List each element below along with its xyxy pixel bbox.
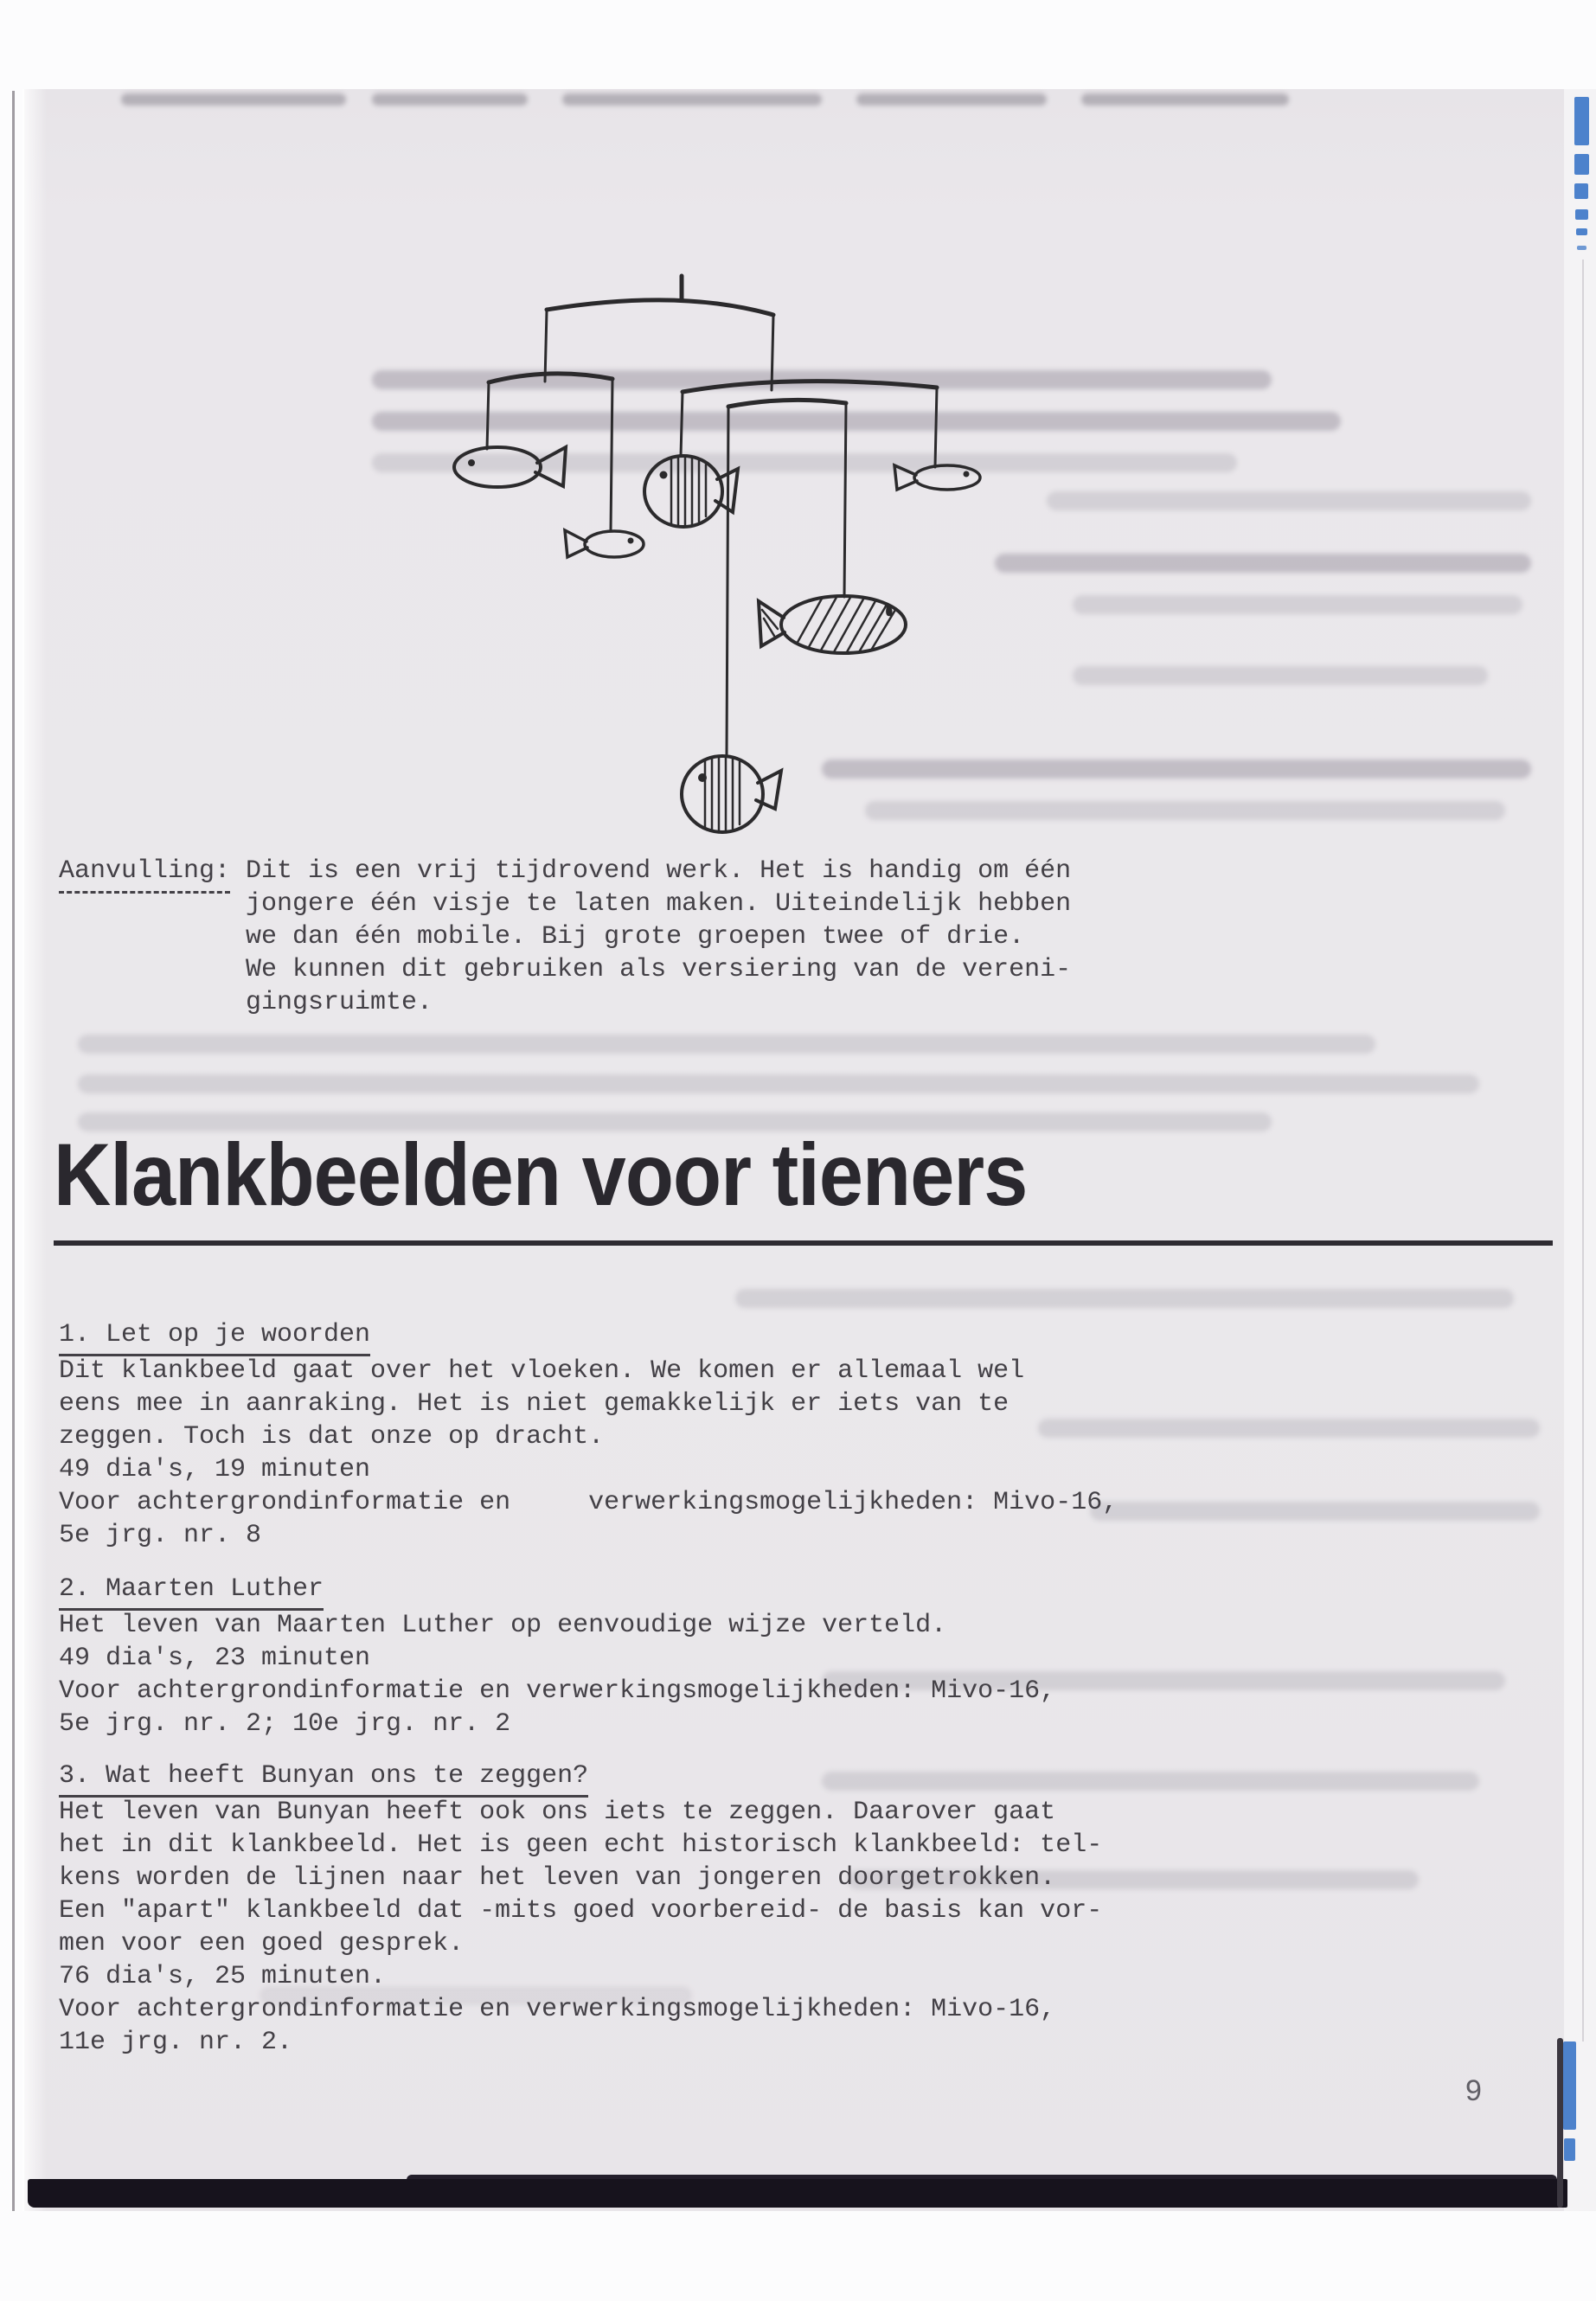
- blue-edge-mark: [1577, 246, 1586, 250]
- scan-bottom-edge: [28, 2179, 1567, 2208]
- fish-round-hatched: [644, 456, 738, 527]
- page-right-edge: [1557, 2038, 1563, 2208]
- adjacent-page-edge: [1582, 260, 1584, 2041]
- scan-right-margin: [1564, 89, 1596, 2211]
- annotation-line: we dan één mobile. Bij grote groepen twee of drie.: [246, 922, 1025, 952]
- blue-edge-mark: [1563, 2041, 1576, 2130]
- ghost-text-line: [822, 1772, 1479, 1791]
- blue-edge-mark: [1576, 228, 1587, 235]
- section-line: Voor achtergrondinformatie en verwerkingsmogelijkheden: Mivo-16,: [59, 1488, 1118, 1517]
- ghost-text-line: [1038, 1419, 1540, 1438]
- fish-small-left: [565, 530, 644, 557]
- section-line: Voor achtergrondinformatie en verwerkingsmogelijkheden: Mivo-16,: [59, 1995, 1056, 2024]
- section-line: 5e jrg. nr. 8: [59, 1521, 262, 1550]
- fish-mobile-illustration: [342, 143, 1016, 869]
- section-line: 76 dia's, 25 minuten.: [59, 1962, 387, 1991]
- section-line: men voor een goed gesprek.: [59, 1929, 465, 1958]
- annotation-line: We kunnen dit gebruiken als versiering van de vereni-: [246, 955, 1072, 984]
- page-gutter-highlight: [22, 89, 47, 2211]
- section-line: het in dit klankbeeld. Het is geen echt historisch klankbeeld: tel-: [59, 1830, 1103, 1860]
- page-title: Klankbeelden voor tieners: [54, 1125, 1028, 1224]
- section-title-3: 3. Wat heeft Bunyan ons te zeggen?: [59, 1759, 588, 1798]
- section-title-2: 2. Maarten Luther: [59, 1573, 324, 1611]
- ghost-text-line: [78, 1035, 1375, 1054]
- scan-top-smudge: [562, 93, 822, 106]
- fish-plain-left: [454, 447, 566, 487]
- section-line: 49 dia's, 23 minuten: [59, 1644, 371, 1673]
- annotation-line: jongere één visje te laten maken. Uiteindelijk hebben: [246, 889, 1072, 919]
- scan-top-smudge: [1081, 93, 1289, 106]
- section-line: Dit klankbeeld gaat over het vloeken. We komen er allemaal wel: [59, 1356, 1025, 1386]
- scan-top-smudge: [372, 93, 528, 106]
- page-left-edge: [12, 91, 15, 2211]
- section-title-1: 1. Let op je woorden: [59, 1318, 370, 1356]
- blue-edge-mark: [1575, 209, 1588, 220]
- fish-bottom-hatched: [682, 756, 781, 832]
- blue-edge-mark: [1574, 183, 1588, 199]
- ghost-text-line: [995, 554, 1531, 573]
- ghost-text-line: [1073, 666, 1488, 685]
- fish-diagonal-hatched: [759, 591, 906, 658]
- section-line: Voor achtergrondinformatie en verwerkingsmogelijkheden: Mivo-16,: [59, 1676, 1056, 1706]
- annotation-line: gingsruimte.: [246, 988, 433, 1017]
- ghost-text-line: [1090, 1502, 1540, 1521]
- blue-edge-mark: [1574, 154, 1589, 175]
- heading-rule: [54, 1240, 1553, 1246]
- section-line: Het leven van Bunyan heeft ook ons iets te zeggen. Daarover gaat: [59, 1798, 1056, 1827]
- ghost-text-line: [1047, 491, 1531, 510]
- scan-top-smudge: [121, 93, 346, 106]
- ghost-text-line: [1073, 595, 1522, 614]
- section-line: 5e jrg. nr. 2; 10e jrg. nr. 2: [59, 1709, 511, 1739]
- fish-small-right: [894, 465, 980, 490]
- section-line: zeggen. Toch is dat onze op dracht.: [59, 1422, 605, 1452]
- blue-edge-mark: [1564, 2138, 1575, 2161]
- section-line: Een "apart" klankbeeld dat -mits goed voorbereid- de basis kan vor-: [59, 1896, 1103, 1926]
- section-line: eens mee in aanraking. Het is niet gemakkelijk er iets van te: [59, 1389, 1010, 1419]
- ghost-text-line: [735, 1289, 1514, 1308]
- section-line: Het leven van Maarten Luther op eenvoudige wijze verteld.: [59, 1611, 947, 1640]
- scan-top-smudge: [856, 93, 1047, 106]
- annotation-line: Dit is een vrij tijdrovend werk. Het is handig om één: [246, 856, 1072, 886]
- annotation-label: Aanvulling:: [59, 855, 230, 894]
- section-line: 49 dia's, 19 minuten: [59, 1455, 371, 1484]
- blue-edge-mark: [1574, 97, 1589, 145]
- ghost-text-line: [78, 1074, 1479, 1093]
- section-line: kens worden de lijnen naar het leven van jongeren doorgetrokken.: [59, 1863, 1056, 1893]
- section-line: 11e jrg. nr. 2.: [59, 2028, 293, 2057]
- page-number: 9: [1465, 2074, 1482, 2107]
